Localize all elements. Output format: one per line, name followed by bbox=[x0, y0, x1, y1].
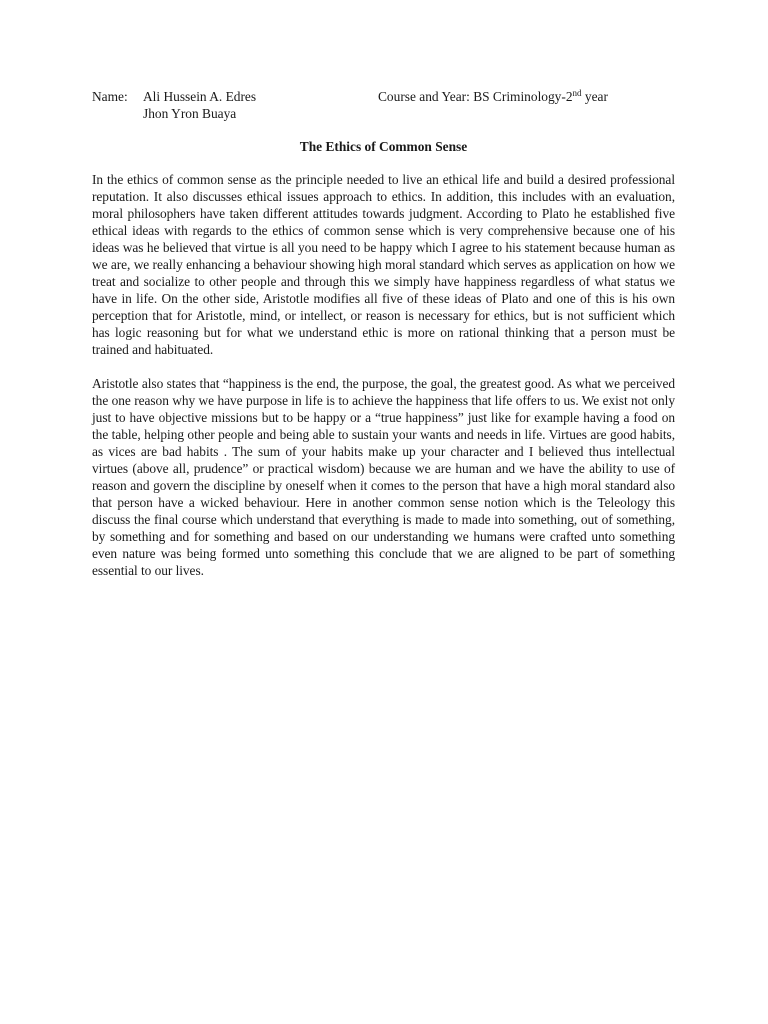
course-superscript: nd bbox=[572, 88, 582, 98]
author-name-2: Jhon Yron Buaya bbox=[143, 106, 237, 121]
course-label: Course and Year: BS Criminology-2 bbox=[378, 89, 573, 104]
name-label: Name: bbox=[92, 89, 128, 104]
course-and-year bbox=[378, 88, 608, 105]
body-paragraph-1: In the ethics of common sense as the principle needed to live an ethical life and build a desired professional reputation. It also discusses ethical issues approach to ethics. In addition, this includes with an evaluation, moral philosophers have taken different attitudes towards judgment. According to Plato he established five ethical ideas with regards to the ethics of common sense which is very comprehensive because one of his ideas was he believed that virtue is all you need to be happy which I agree to his statement because human as we are, we really enhancing a behaviour showing high moral standard which serves as application on how we treat and socialize to other people and through this we simply have happiness regardless of what status we have in life. On the other side, Aristotle modifies all five of these ideas of Plato and one of this is his own perception that for Aristotle, mind, or intellect, or reason is necessary for ethics, but is not sufficient which has logic reasoning but for what we understand ethic is more on rational thinking that a person must be trained and habituated. bbox=[92, 172, 675, 357]
document-page bbox=[92, 88, 675, 596]
document-title: The Ethics of Common Sense bbox=[299, 139, 468, 154]
body-paragraph-2: Aristotle also states that “happiness is the end, the purpose, the goal, the greatest good. As what we perceived the one reason why we have purpose in life is to achieve the happiness that life offers to us. We exist not only just to have objective missions but to be happy or a “true happiness” just like for example having a food on the table, helping other people and being able to sustain your wants and needs in life. Virtues are good habits, as vices are bad habits . The sum of your habits make up your character and I believed thus intellectual virtues (above all, prudence” or practical wisdom) because we are human and we have the ability to use of reason and govern the discipline by oneself when it comes to the person that have a high moral standard also that person have a wicked behaviour. Here in another common sense notion which is the Teleology this discuss the final course which understand that everything is made to made into something, out of something, by something and for something and based on our understanding we humans were crafted unto something even nature was being formed unto something this conclude that we are aligned to be part of something essential to our lives. bbox=[92, 376, 675, 578]
course-suffix: year bbox=[581, 89, 608, 104]
author-name-1: Ali Hussein A. Edres bbox=[143, 89, 257, 104]
header-block bbox=[92, 88, 675, 122]
